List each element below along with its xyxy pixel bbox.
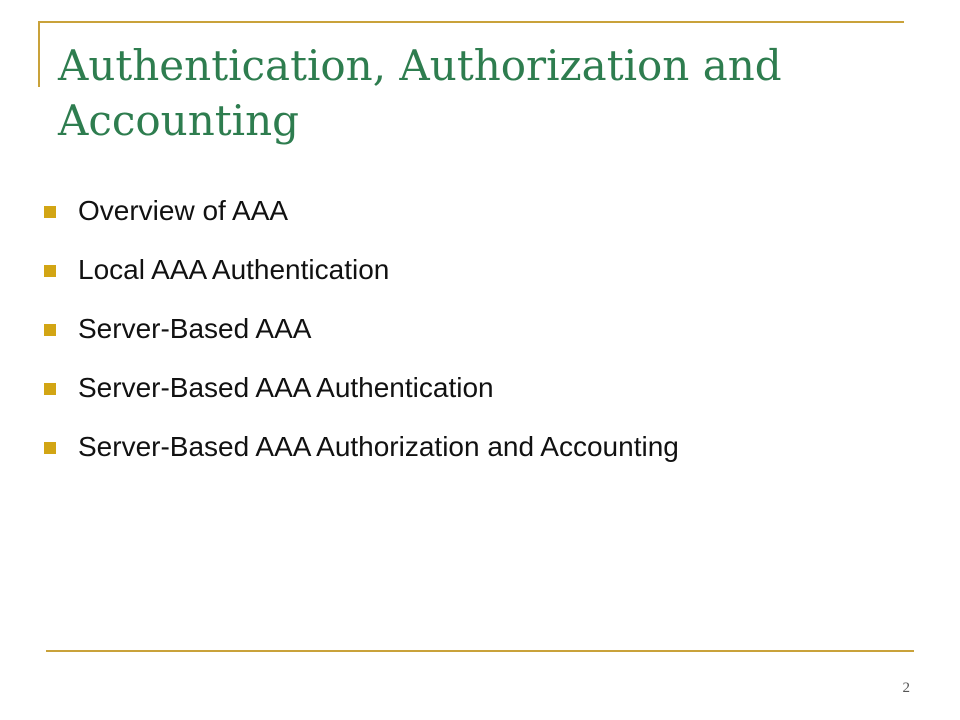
bullet-item — [44, 249, 679, 308]
frame-top-rule — [38, 21, 904, 23]
square-bullet-icon — [44, 324, 56, 336]
slide-number: 2 — [902, 680, 910, 696]
square-bullet-icon — [44, 206, 56, 218]
bullet-item — [44, 426, 679, 485]
bullet-text: Server-Based AAA Authentication — [78, 372, 494, 403]
square-bullet-icon — [44, 265, 56, 277]
slide-title: Authentication, Authorization and Accounting — [58, 41, 782, 145]
square-bullet-icon — [44, 442, 56, 454]
bullet-text: Server-Based AAA — [78, 313, 312, 344]
frame-bottom-rule — [46, 650, 914, 652]
bullet-text: Overview of AAA — [78, 195, 289, 226]
bullet-list — [44, 190, 679, 485]
bullet-text: Server-Based AAA Authorization and Accounting — [78, 431, 679, 462]
square-bullet-icon — [44, 383, 56, 395]
bullet-text: Local AAA Authentication — [78, 254, 390, 285]
bullet-item — [44, 190, 679, 249]
frame-left-rule — [38, 21, 40, 87]
bullet-item — [44, 367, 679, 426]
bullet-item — [44, 308, 679, 367]
